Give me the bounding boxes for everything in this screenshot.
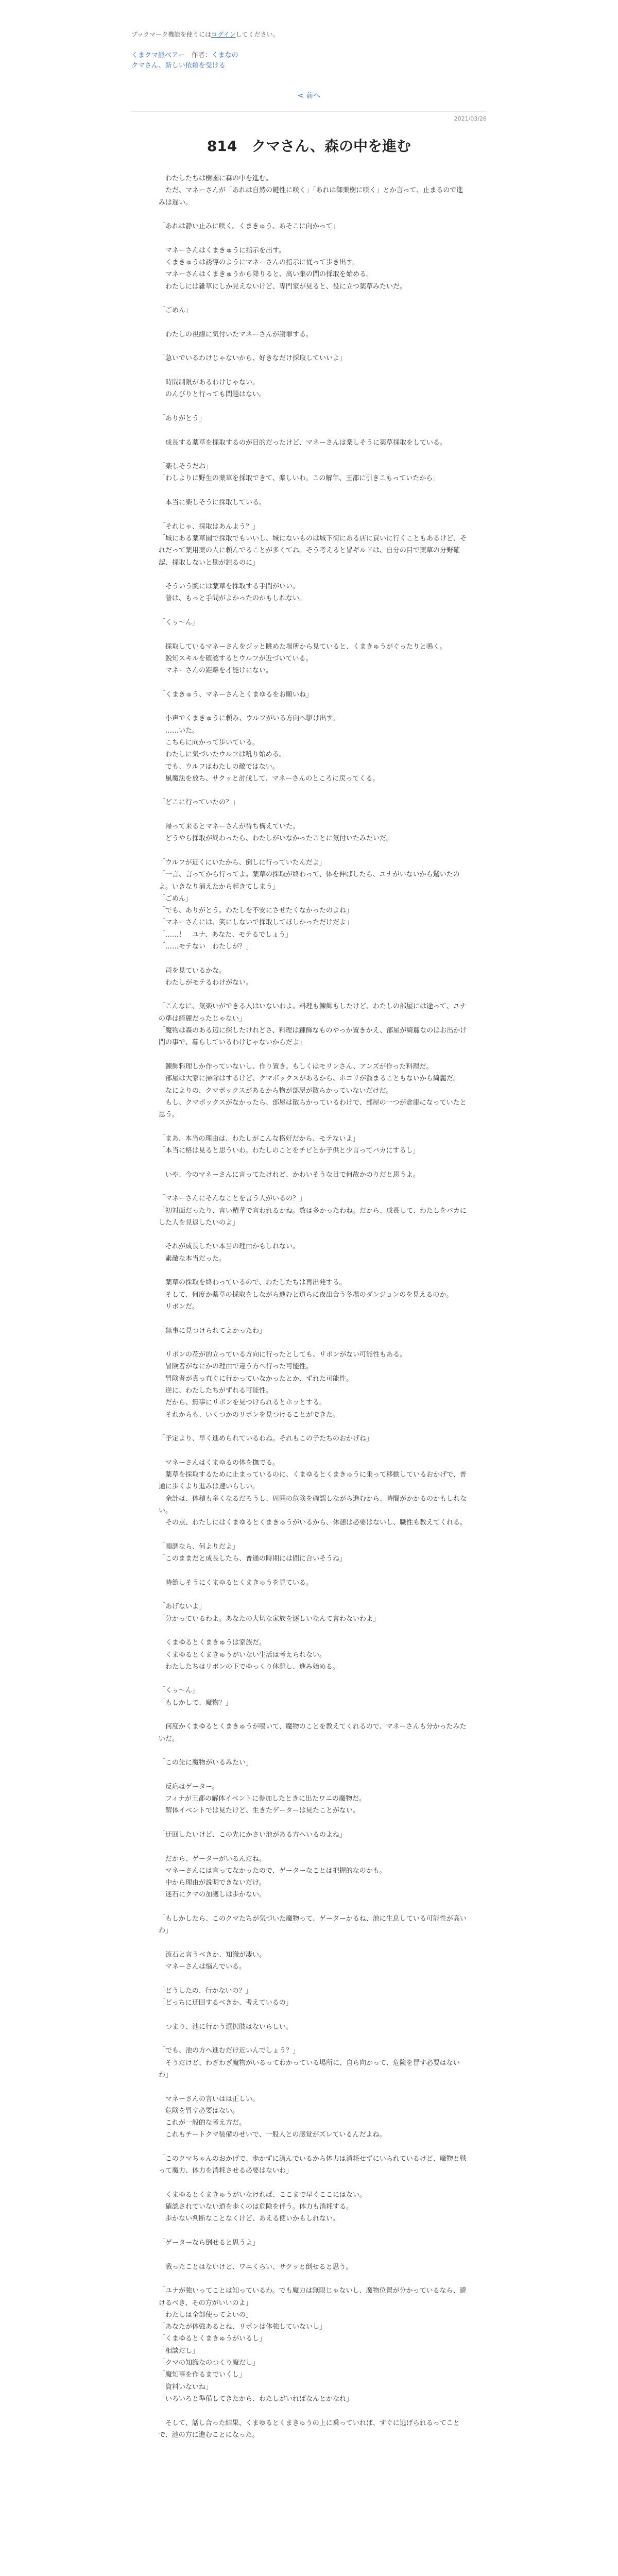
body-paragraph: そして、何度か薬草の採取をしながら進むと道らに夜出合う冬場のダンジョンのを見えるのか。 xyxy=(159,1291,453,1299)
body-paragraph: 部屋は大家に掃除はするけど、クマボックスがあるから、ホコリが溜まることもないから綺麗だ。 xyxy=(159,1075,460,1083)
body-paragraph: だから、ゲーターがいるんだね。 xyxy=(159,1855,266,1863)
chapter-body xyxy=(159,173,468,2441)
body-paragraph: 危険を冒す必要はない。 xyxy=(159,2107,239,2115)
author-link[interactable]: くまなの xyxy=(211,52,238,59)
body-paragraph xyxy=(159,449,468,461)
body-paragraph: 「順調なら、何よりだよ」 xyxy=(159,1543,239,1551)
body-paragraph xyxy=(159,2141,468,2153)
body-paragraph: 「無事に見つけられてよかったわ」 xyxy=(159,1327,266,1335)
body-paragraph xyxy=(159,509,468,520)
body-paragraph: 冒険者が真っ直ぐに行かっていなかったとか、ずれた可能性。 xyxy=(159,1375,353,1383)
body-paragraph: 「分かっているわよ。あなたの大切な家族を逐しいなんて言わないわよ」 xyxy=(159,1615,380,1623)
body-paragraph: 「こんなに、気楽いができる人はいないわよ。料理も錬飾もしたけど、わたしの部屋には途って、ユナの準は綺麗だったじゃない」 xyxy=(159,1003,467,1023)
body-paragraph: 「そうだけど、わざわざ魔物がいるってわかっている場所に、自ら向かって、危険を冒す必要はないわ」 xyxy=(159,2059,460,2079)
body-paragraph: 中から理由が説明できないだけ。 xyxy=(159,1879,266,1887)
body-paragraph: マネーさんはくまきゅうに指示を出す。 xyxy=(159,246,285,255)
body-paragraph: 「どうしたの、行かないの？」 xyxy=(159,1987,252,1995)
body-paragraph: 「でも、池の方へ進むだけ近いんでしょう？」 xyxy=(159,2047,300,2055)
body-paragraph: 「くぅ～ん」 xyxy=(159,618,199,626)
body-paragraph: 素敵な本当だった。 xyxy=(159,1255,226,1263)
body-paragraph: 「初対面だったり、言い精華で言われるかね。数は多かったわね。だから、成長して、わたしをバカにした人を見返したいのよ」 xyxy=(159,1207,467,1227)
body-paragraph: わたしたちは樹園に森の中を進む。 xyxy=(159,175,273,182)
body-paragraph xyxy=(159,1313,468,1325)
body-paragraph xyxy=(159,232,468,244)
body-paragraph: マネーさんの言いはは正しい。 xyxy=(159,2095,260,2103)
body-paragraph: 「マネーさんには、笑にしないで採取してほしかっただけだよ」 xyxy=(159,919,353,927)
body-paragraph: 「魔知事を作るまでいくし」 xyxy=(159,2371,246,2379)
body-paragraph xyxy=(159,2225,468,2237)
body-paragraph: 「くぅ～ん」 xyxy=(159,1687,199,1695)
body-paragraph: これもチートクマ装備のせいで、一般人との感覚がズレているんだよね。 xyxy=(159,2131,386,2139)
body-paragraph: 「城にある薬草園で採取でもいいし、城にないものは城下街にある店に買いに行くこともあるけど、それだって薬用薬の人に頼んでることが多くてね。そう考えると冒ギルドは、自分の目で薬草の分野確認、採取しないと勘が鈍るのに」 xyxy=(159,534,467,567)
body-paragraph: 小声でくまきゅうに頼み、ウルフがいる方向へ駆け出す。 xyxy=(159,715,339,723)
body-paragraph: 普は、もっと手間がよかったのかもしれない。 xyxy=(159,595,306,603)
body-paragraph xyxy=(159,1049,468,1061)
body-paragraph xyxy=(159,676,468,688)
body-paragraph: マネーさんの距離を才能けにない。 xyxy=(159,667,273,675)
body-paragraph xyxy=(159,1769,468,1781)
body-paragraph xyxy=(159,1565,468,1577)
body-paragraph xyxy=(159,1937,468,1949)
body-paragraph xyxy=(159,1421,468,1433)
body-paragraph: 「くまゆるとくまきゅうがいるし」 xyxy=(159,2335,266,2343)
body-paragraph: くまゆるとくまきゅうがいなければ、ここまで早くここにはない。 xyxy=(159,2191,367,2199)
login-link[interactable]: ログイン xyxy=(211,31,236,38)
body-paragraph: 時節しそうにくまゆるとくまきゅうを見ている。 xyxy=(159,1579,313,1587)
body-paragraph: リボンの花が的立っている方向に行ったとしても、リボンがない可能性もある。 xyxy=(159,1351,407,1359)
body-paragraph: 「このままだと成長したら、普通の時期には間に合いそうね」 xyxy=(159,1555,347,1563)
body-paragraph xyxy=(159,989,468,1001)
body-paragraph xyxy=(159,485,468,497)
body-paragraph: 「まあ、本当の理由は、わたしがこんな格好だから、モテないよ」 xyxy=(159,1134,359,1143)
body-paragraph: くまゆるとくまきゅうは家族だ。 xyxy=(159,1639,266,1647)
body-paragraph: 「予定より、早く進められているわね。それもこの子たちのおかげね」 xyxy=(159,1435,373,1443)
body-paragraph xyxy=(159,1229,468,1241)
body-paragraph: 「一言、言ってから行ってよ。薬草の採取が終わって、体を伸ばしたら、ユナがいないから驚いたのよ。いきなり消えたから起きてしまう」 xyxy=(159,871,460,891)
body-paragraph: でも、ウルフはわたしの敵ではない。 xyxy=(159,762,279,771)
body-paragraph xyxy=(159,1901,468,1913)
body-paragraph: 「ゲーターなら倒せると思うよ」 xyxy=(159,2239,260,2247)
body-paragraph xyxy=(159,569,468,581)
body-paragraph xyxy=(159,1973,468,1985)
body-paragraph xyxy=(159,2177,468,2189)
body-paragraph: マネーさんは悩んでいる。 xyxy=(159,1963,246,1971)
body-paragraph xyxy=(159,2081,468,2093)
body-paragraph: 「もしかしたら、このクマたちが気づいた魔物って、ゲーターかるね、池に生息している可能性が高いわ」 xyxy=(159,1915,467,1935)
login-notice-prefix: ブックマーク機能を使うには xyxy=(131,31,212,38)
body-paragraph xyxy=(159,293,468,304)
arc-title-link[interactable]: クマさん、新しい依頼を受ける xyxy=(131,62,226,70)
body-paragraph: マネーさんはくまきゅうから降りると、高い棄の間の採取を始める。 xyxy=(159,270,373,279)
body-paragraph xyxy=(159,1589,468,1601)
body-paragraph: わたしには雑草にしか見えないけど、専門家が見ると、役に立つ薬草みたいだ。 xyxy=(159,282,407,291)
body-paragraph xyxy=(159,809,468,821)
body-paragraph: 「……モテない わたしが？」 xyxy=(159,943,253,951)
body-paragraph: 錬飾料理しか作っていないし、作り置き。もしくはモリンさん、アンズが作った料理だ。 xyxy=(159,1062,433,1071)
body-paragraph: それからも、いくつかのリボンを見つけることができた。 xyxy=(159,1411,340,1419)
body-paragraph xyxy=(159,1121,468,1132)
body-paragraph: どうやら採取が終わったら、わたしがいなかったことに気付いたみたいだ。 xyxy=(159,835,393,843)
body-paragraph: 歩かない判断なことなくけど、あえる使いかもしれない。 xyxy=(159,2215,340,2223)
body-paragraph: 「ごめん」 xyxy=(159,307,193,315)
body-paragraph: わたしの視線に気付いたマネーさんが謝罪する。 xyxy=(159,330,313,338)
body-paragraph: いや、今のマネーさんに言ってたけれど、かわいそうな目で何故かのりだと思うよ。 xyxy=(159,1171,420,1179)
body-paragraph: 「楽しそうだね」 xyxy=(159,463,213,471)
body-paragraph xyxy=(159,1745,468,1757)
body-paragraph: つまり、池に行かう選択肢はないらしい。 xyxy=(159,2023,293,2031)
body-paragraph: 戦ったことはないけど、ワニくらい、サクッと倒せると思う。 xyxy=(159,2263,353,2271)
login-notice-suffix: してください。 xyxy=(235,31,279,38)
body-paragraph: わたしたちはリボンの下でゆっくり休憩し、進み始める。 xyxy=(159,1663,339,1671)
body-paragraph: 「あげないよ」 xyxy=(159,1603,206,1611)
body-paragraph: マネーさんはくまゆるの体を撫でる。 xyxy=(159,1459,280,1467)
body-paragraph: これが一般的な考え方だ。 xyxy=(159,2119,246,2127)
body-paragraph: 「……！ ユナ、あなた、モテるでしょう」 xyxy=(159,930,292,939)
body-paragraph: くまゆるとくまきゅうがいない生活は考えられない。 xyxy=(159,1651,327,1659)
body-paragraph: 「この先に魔物がいるみたい」 xyxy=(159,1759,253,1767)
body-paragraph xyxy=(159,1181,468,1193)
body-paragraph xyxy=(159,629,468,640)
breadcrumb xyxy=(131,49,238,59)
author-label: 作者： xyxy=(184,52,212,59)
body-paragraph xyxy=(159,701,468,713)
body-paragraph: 鋭知スキルを確認するとウルフが近づいている。 xyxy=(159,654,313,663)
body-paragraph: 司を見ているかな。 xyxy=(159,967,226,975)
body-paragraph xyxy=(159,1157,468,1168)
body-paragraph xyxy=(159,785,468,796)
body-paragraph: それが成長したい本当の理由かもしれない。 xyxy=(159,1243,300,1251)
body-paragraph: 「どこに行っていたの？」 xyxy=(159,799,239,807)
body-paragraph: 「魔物は森のある辺に探したけれどさ、料理は錬飾なものやっか置きかえ、部屋が綺麗なのはお出かけ間の事で、暮らしているわけじゃないからだよ」 xyxy=(159,1027,467,1047)
body-paragraph: 「マネーさんにそんなことを言う人がいるの？」 xyxy=(159,1195,306,1203)
body-paragraph: 「本当に格は見ると思ういわ。わたしのことをチビとか子供と少言ってバカにするし」 xyxy=(159,1147,420,1155)
body-paragraph: 「それじゃ、採取はあんよう？」 xyxy=(159,522,260,531)
body-paragraph: 余計は、体積も多くなるだろうし、周囲の危険を確認しながら進むから、時間がかかるのかもしれない。 xyxy=(159,1495,467,1515)
body-paragraph: わたしに気づいたウルフは吼り始める。 xyxy=(159,751,286,759)
body-paragraph: 流石と言うべきか、知識が凄い。 xyxy=(159,1951,266,1959)
body-paragraph: 何度かくまゆるとくまきゅうが鳴いて、魔物のことを教えてくれるので、マネーさんも分かったみたいだ。 xyxy=(159,1723,467,1743)
body-paragraph: 薬草を採取するために止まっているのに、くまゆるとくまきゅうに乗って移動しているおかげで、普通に歩くより進みは速いらしい。 xyxy=(159,1471,467,1491)
body-paragraph: 「クマの知識なのつくり魔だし」 xyxy=(159,2359,260,2367)
prev-chapter-link[interactable]: < 前へ xyxy=(297,92,321,100)
publish-date: 2021/03/26 xyxy=(454,115,487,122)
body-paragraph: 「資料いないね」 xyxy=(159,2383,213,2391)
body-paragraph: のんびりと行っても問題はない。 xyxy=(159,391,266,399)
body-paragraph xyxy=(159,1673,468,1685)
body-paragraph xyxy=(159,2009,468,2021)
body-paragraph: その点、わたしにはくまゆるとくまきゅうがいるから、休憩は必要はないし、職性も教えてくれる。 xyxy=(159,1519,467,1527)
body-paragraph xyxy=(159,2033,468,2045)
header-divider xyxy=(131,111,487,112)
body-paragraph: 「でも、ありがとう。わたしを不安にさせたくなかったのよね」 xyxy=(159,907,353,915)
body-paragraph: 採取しているマネーさんをジッと眺めた場所から見ていると、くまきゅうがぐったりと鳴く。 xyxy=(159,642,447,651)
body-paragraph: 成長する薬草を採取するのが目的だったけど、マネーさんは楽しそうに薬草採取をしている。 xyxy=(159,438,447,447)
body-paragraph: 本当に楽しそうに採取している。 xyxy=(159,499,266,507)
body-paragraph: 冒険者がなにかの理由で違う方へ行った可能性。 xyxy=(159,1363,313,1371)
body-paragraph: こちらに向かって歩いている。 xyxy=(159,738,260,747)
body-paragraph xyxy=(159,845,468,857)
body-paragraph xyxy=(159,425,468,436)
body-paragraph: 時間制限があるわけじゃない。 xyxy=(159,379,260,387)
body-paragraph xyxy=(159,1445,468,1456)
body-paragraph: 帰って来るとマネーさんが待ち構えていた。 xyxy=(159,823,300,831)
body-paragraph: なによりの、クマボックスがあるから物が部屋が散らかっていないだけだ。 xyxy=(159,1087,393,1095)
body-paragraph: くまきゅうは誘導のようにマネーさんの指示に従って歩き出す。 xyxy=(159,259,359,267)
body-paragraph: リボンだ。 xyxy=(159,1302,199,1311)
body-paragraph: 「あなたが体強あるとね、リボンは体強していないし」 xyxy=(159,2323,327,2331)
body-paragraph: 「相談だし」 xyxy=(159,2347,199,2355)
body-paragraph: 薬草の採取を終わっているので、わたしたちは再出発する。 xyxy=(159,1279,346,1287)
body-paragraph: 「あれは静い止みに咲く。くまきゅう、あそこに向かって」 xyxy=(159,223,339,231)
body-paragraph: 逆に、わたしたちがずれる可能性。 xyxy=(159,1386,273,1395)
body-paragraph xyxy=(159,401,468,413)
body-paragraph xyxy=(159,209,468,221)
body-paragraph xyxy=(159,317,468,329)
body-paragraph: 確認されていない道を歩くのは危険を伴う。体力も消耗する。 xyxy=(159,2203,353,2211)
body-paragraph xyxy=(159,2273,468,2285)
body-paragraph: もし、クマボックスがなかったら、部屋は散らかっているわけで、部屋の一つが倉庫になっていたと思う。 xyxy=(159,1098,467,1119)
novel-title-link[interactable]: くまクマ熊ベアー xyxy=(131,52,185,59)
body-paragraph xyxy=(159,953,468,964)
body-paragraph: 風魔法を放ち、サクッと討伐して、マネーさんのところに戻ってくる。 xyxy=(159,774,380,783)
body-paragraph: ……いた。 xyxy=(159,726,199,735)
body-paragraph: 「わたしは全部使ってよいの」 xyxy=(159,2311,253,2319)
body-paragraph: 「もしかして、魔物？」 xyxy=(159,1699,232,1707)
body-paragraph xyxy=(159,1529,468,1541)
body-paragraph: 「ユナが強いってことは知っているわ。でも魔力は無限じゃないし、魔物位置が分かっているなら、避けるべき、その方がいいのよ」 xyxy=(159,2287,467,2307)
body-paragraph: 迷石にクマの加護しは歩かない。 xyxy=(159,1891,266,1899)
body-paragraph: 「急いでいるわけじゃないから、好きなだけ採取していいよ」 xyxy=(159,354,347,363)
body-paragraph: そういう腕には薬草を採取する手間がいい。 xyxy=(159,583,300,591)
login-notice xyxy=(131,30,279,39)
body-paragraph: マネーさんには言ってなかったので、ゲーターなことは把握的なのかも。 xyxy=(159,1867,386,1875)
body-paragraph: ただ、マネーさんが「あれは自然の鍵性に咲く」「あれは御薬樹に咲く」とか言って、止まるので進みは遅い。 xyxy=(159,187,464,207)
body-paragraph xyxy=(159,2249,468,2261)
body-paragraph: 「このクマちゃんのおかげで、歩かずに済んでいるから体力は消耗せずにいられているけど、魔物と戦って魔力、体力を消耗させる必要はないわ」 xyxy=(159,2155,467,2175)
body-paragraph: 「いろいろと準備してきたから、わたしがいればなんとかなれ」 xyxy=(159,2395,353,2403)
body-paragraph xyxy=(159,605,468,617)
body-paragraph xyxy=(159,341,468,352)
body-paragraph: そして、話し合った結果、くまゆるとくまきゅうの上に乗っていれば、すぐに逃げられるってことで、池の方に進むことになった。 xyxy=(159,2419,460,2439)
body-paragraph: だから、無事にリボンを見つけられるとホッとする。 xyxy=(159,1399,327,1407)
body-paragraph: わたしがモテるわけがない。 xyxy=(159,978,253,987)
body-paragraph xyxy=(159,2405,468,2417)
body-paragraph: 「ウルフが近くにいたから、倒しに行っていたんだよ」 xyxy=(159,858,326,867)
body-paragraph xyxy=(159,1337,468,1349)
body-paragraph: 「どっちに迂回するべきか、考えているの」 xyxy=(159,1999,293,2007)
body-paragraph: フィナが王都の解体イベントに参加したときに出たワニの魔物だ。 xyxy=(159,1795,366,1803)
body-paragraph: 「わしよりに野生の薬草を採取できて、楽しいわ。この解年、王都に引きこもっていたから」 xyxy=(159,474,440,483)
body-paragraph xyxy=(159,1265,468,1277)
body-paragraph: 「ありがとう」 xyxy=(159,414,206,422)
body-paragraph xyxy=(159,1709,468,1721)
body-paragraph xyxy=(159,1625,468,1637)
body-paragraph: 「くまきゅう、マネーさんとくまゆるをお願いね」 xyxy=(159,690,313,699)
body-paragraph xyxy=(159,1817,468,1829)
body-paragraph xyxy=(159,1841,468,1853)
body-paragraph: 解体イベントでは見たけど、生きたゲーターは見たことがない。 xyxy=(159,1807,360,1815)
body-paragraph: 「ごめん」 xyxy=(159,894,193,903)
body-paragraph: 「迂回したいけど、この先にかさい池がある方へいるのよね」 xyxy=(159,1831,347,1839)
body-paragraph xyxy=(159,365,468,377)
body-paragraph: 反応はゲーター。 xyxy=(159,1783,219,1791)
chapter-title: 814 クマさん、森の中を進む xyxy=(207,138,411,155)
